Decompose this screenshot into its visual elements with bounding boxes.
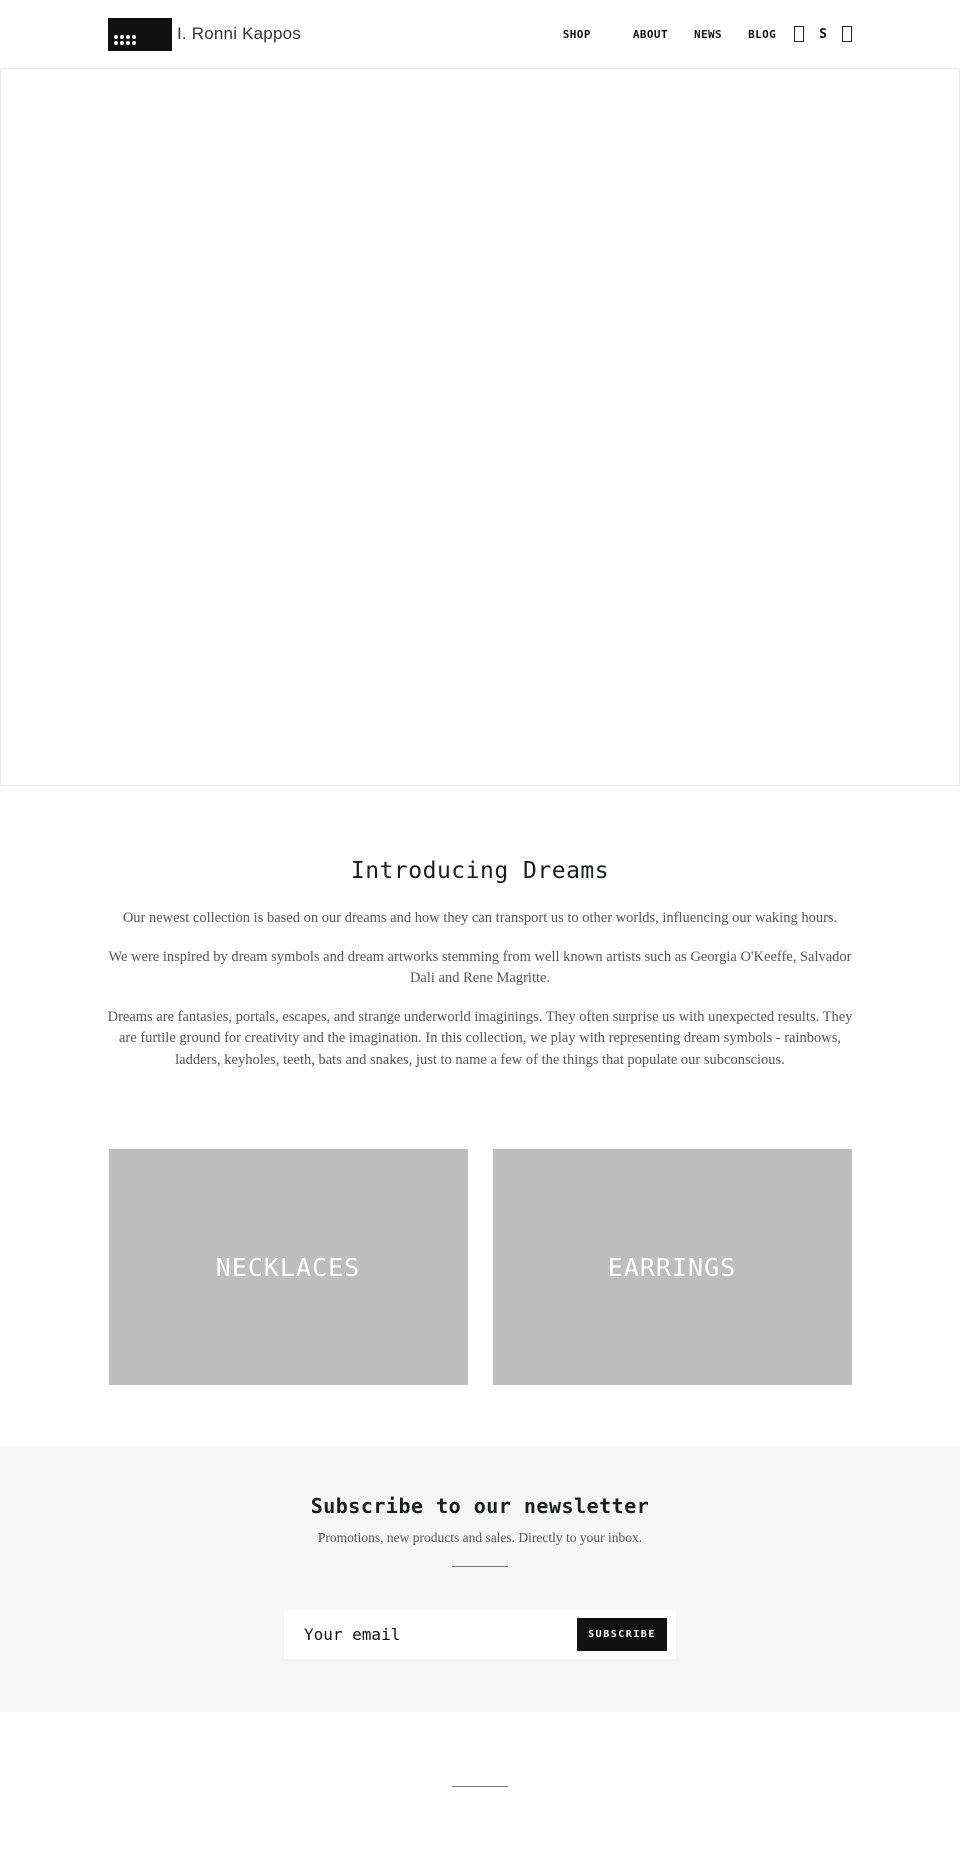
intro-paragraphs [106,908,854,1071]
intro-paragraph: Our newest collection is based on our dreams and how they can transport us to other worlds, influencing our waking hours. [122,910,838,926]
logo-dots-icon [114,35,136,45]
logo[interactable] [108,18,301,51]
collections-section [0,1149,960,1385]
collection-card-earrings[interactable] [493,1149,852,1385]
header-icons [794,26,852,42]
site-footer [0,1712,960,1831]
intro-paragraph: We were inspired by dream symbols and dream artworks stemming from well known artists such as Georgia O'Keeffe, Salvador Dali and Rene Magritte. [108,948,852,986]
intro-paragraph: Dreams are fantasies, portals, escapes, and strange underworld imaginings. They often surprise us with unexpected results. They are furtile ground for creativity and the imagination. In this collection, we play with representing dream symbols - rainbows, ladders, keyholes, teeth, bats and snakes, just to name a few of the things that populate our subconscious. [107,1008,853,1068]
nav-item-about[interactable]: ABOUT [632,27,668,41]
search-icon[interactable] [794,26,804,42]
brand-name: I. Ronni Kappos [177,24,301,43]
collection-card-necklaces[interactable] [109,1149,468,1385]
main-nav [563,28,776,41]
email-input[interactable] [284,1609,577,1659]
newsletter-title: Subscribe to our newsletter [310,1494,650,1518]
cart-icon[interactable] [842,26,852,42]
subscribe-button[interactable]: SUBSCRIBE [577,1618,667,1651]
site-header [0,0,960,68]
newsletter-section [0,1447,960,1712]
logo-mark-icon [108,18,172,51]
nav-item-shop[interactable]: SHOP [562,27,591,41]
footer-divider [452,1786,508,1787]
divider [452,1566,508,1567]
collection-label: EARRINGS [607,1252,737,1282]
nav-item-blog[interactable]: BLOG [748,27,777,41]
account-icon[interactable]: S [819,26,827,42]
subscribe-form [284,1609,676,1659]
hero-banner [0,68,960,786]
intro-title: Introducing Dreams [350,858,610,884]
collection-label: NECKLACES [215,1252,361,1282]
newsletter-subtitle: Promotions, new products and sales. Directly to your inbox. [317,1530,643,1545]
nav-item-news[interactable]: NEWS [693,27,723,41]
intro-section [0,786,960,1071]
